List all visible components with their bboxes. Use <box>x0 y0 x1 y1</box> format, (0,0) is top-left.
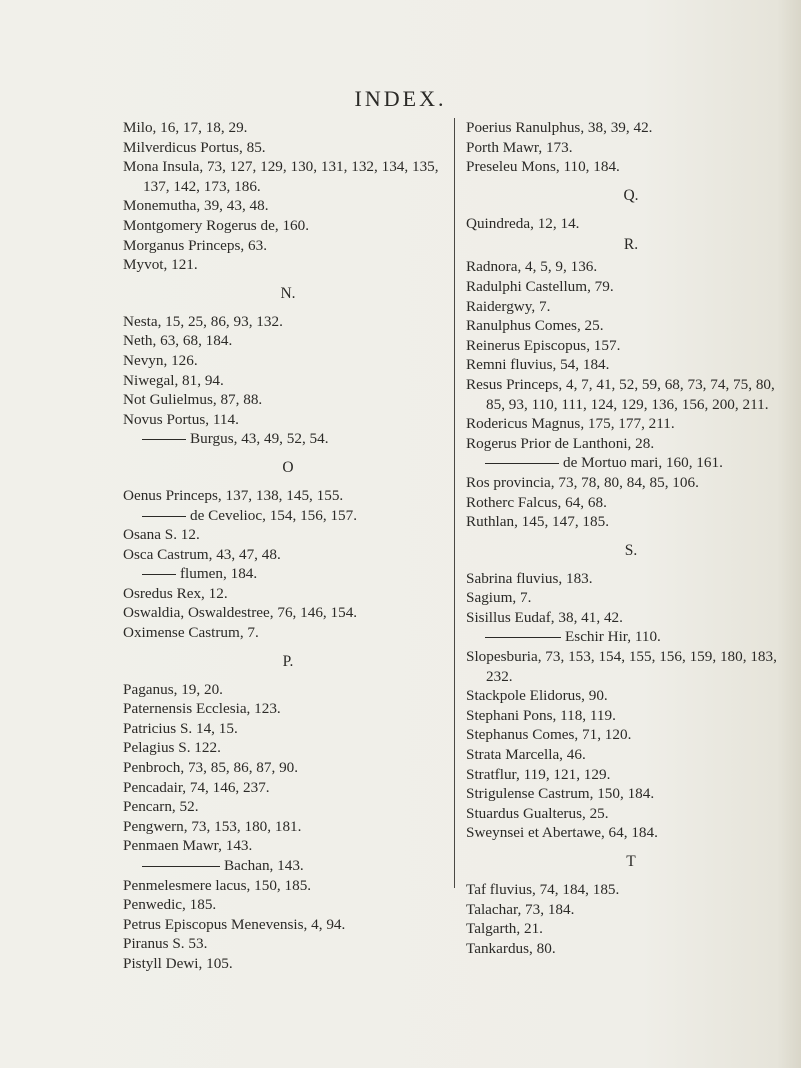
entry-text: Osana S. 12. <box>123 526 200 544</box>
index-entry <box>466 880 796 900</box>
entry-text: Milverdicus Portus, 85. <box>123 138 266 156</box>
entry-text: Nevyn, 126. <box>123 351 198 369</box>
ditto-dash <box>142 574 176 575</box>
index-entry <box>466 355 796 375</box>
entry-text: Slopesburia, 73, 153, 154, 155, 156, 159, 180, 183, 232. <box>466 648 777 685</box>
index-entry <box>466 784 796 804</box>
index-entry <box>466 765 796 785</box>
index-entry <box>123 390 453 410</box>
entry-text: Oswaldia, Oswaldestree, 76, 146, 154. <box>123 604 358 622</box>
index-entry <box>466 569 796 589</box>
index-subentry <box>466 453 796 473</box>
entry-text: Strata Marcella, 46. <box>466 746 586 764</box>
entry-text: Preseleu Mons, 110, 184. <box>466 158 620 176</box>
index-entry <box>466 375 796 414</box>
entry-text: Stratflur, 119, 121, 129. <box>466 765 611 783</box>
index-entry <box>123 196 453 216</box>
entry-text: flumen, 184. <box>180 565 258 583</box>
index-entry <box>123 486 453 506</box>
entry-text: Nesta, 15, 25, 86, 93, 132. <box>123 312 283 330</box>
index-entry <box>466 434 796 454</box>
index-entry <box>466 900 796 920</box>
index-subentry <box>123 856 453 876</box>
index-entry <box>123 758 453 778</box>
index-entry <box>466 336 796 356</box>
entry-text: Burgus, 43, 49, 52, 54. <box>190 430 329 448</box>
index-entry <box>123 817 453 837</box>
entry-text: Tankardus, 80. <box>466 939 556 957</box>
entry-text: Pistyll Dewi, 105. <box>123 954 233 972</box>
section-letter-heading: S. <box>624 541 638 559</box>
section-letter-heading: T <box>626 853 636 870</box>
index-entry <box>123 331 453 351</box>
entry-text: Rogerus Prior de Lanthoni, 28. <box>466 434 655 452</box>
ditto-dash <box>485 463 559 464</box>
index-entry <box>466 919 796 939</box>
entry-text: Quindreda, 12, 14. <box>466 214 580 232</box>
index-entry <box>123 954 453 974</box>
index-entry <box>466 512 796 532</box>
section-letter-heading: P. <box>282 652 294 670</box>
entry-text: Poerius Ranulphus, 38, 39, 42. <box>466 119 653 136</box>
entry-text: Milo, 16, 17, 18, 29. <box>123 119 248 136</box>
index-entry <box>466 725 796 745</box>
section-letter-heading: Q. <box>623 186 639 204</box>
index-entry <box>123 680 453 700</box>
index-entry <box>123 312 453 332</box>
index-entry <box>466 706 796 726</box>
index-entry <box>123 216 453 236</box>
entry-text: Paternensis Ecclesia, 123. <box>123 700 281 718</box>
column-divider <box>454 118 455 888</box>
index-entry <box>123 584 453 604</box>
entry-text: Bachan, 143. <box>224 857 304 874</box>
entry-text: Radulphi Castellum, 79. <box>466 277 614 295</box>
entry-text: Mona Insula, 73, 127, 129, 130, 131, 132, 134, 135, 137, 142, 173, 186. <box>123 158 439 195</box>
index-entry <box>123 623 453 643</box>
ditto-dash <box>142 516 186 517</box>
index-entry <box>466 118 796 138</box>
index-entry <box>123 236 453 256</box>
index-entry <box>466 647 796 686</box>
entry-text: Osredus Rex, 12. <box>123 584 228 602</box>
entry-text: Montgomery Rogerus de, 160. <box>123 216 310 234</box>
index-entry <box>123 118 453 138</box>
entry-text: Stephani Pons, 118, 119. <box>466 706 616 724</box>
index-entry <box>466 316 796 336</box>
index-entry <box>123 603 453 623</box>
index-subentry <box>123 506 453 526</box>
entry-text: Piranus S. 53. <box>123 935 208 953</box>
index-entry <box>123 876 453 896</box>
entry-text: Sabrina fluvius, 183. <box>466 569 593 587</box>
entry-text: Pencadair, 74, 146, 237. <box>123 778 270 796</box>
index-entry <box>123 797 453 817</box>
section-letter-heading: O <box>282 458 294 476</box>
index-subentry <box>123 564 453 584</box>
entry-text: Paganus, 19, 20. <box>123 680 223 698</box>
entry-text: Patricius S. 14, 15. <box>123 719 238 737</box>
entry-text: Remni fluvius, 54, 184. <box>466 356 610 374</box>
index-entry <box>123 699 453 719</box>
entry-text: Rotherc Falcus, 64, 68. <box>466 493 607 511</box>
section-letter-heading: R. <box>623 236 639 254</box>
index-entry <box>123 255 453 275</box>
entry-text: Taf fluvius, 74, 184, 185. <box>466 881 620 898</box>
index-entry <box>123 915 453 935</box>
entry-text: Radnora, 4, 5, 9, 136. <box>466 258 598 276</box>
entry-text: Penmelesmere lacus, 150, 185. <box>123 876 312 894</box>
entry-text: Novus Portus, 114. <box>123 410 239 428</box>
entry-text: Stephanus Comes, 71, 120. <box>466 726 632 744</box>
index-entry <box>466 473 796 493</box>
index-entry <box>123 410 453 430</box>
index-entry <box>466 257 796 277</box>
entry-text: Pengwern, 73, 153, 180, 181. <box>123 817 302 835</box>
index-entry <box>466 686 796 706</box>
index-entry <box>466 414 796 434</box>
index-entry <box>466 804 796 824</box>
entry-text: Not Gulielmus, 87, 88. <box>123 391 263 409</box>
entry-text: Raidergwy, 7. <box>466 297 551 315</box>
entry-text: Sweynsei et Abertawe, 64, 184. <box>466 824 658 842</box>
index-entry <box>466 608 796 628</box>
entry-text: Pencarn, 52. <box>123 798 199 816</box>
index-entry <box>466 138 796 158</box>
entry-text: Oenus Princeps, 137, 138, 145, 155. <box>123 486 344 504</box>
entry-text: Petrus Episcopus Menevensis, 4, 94. <box>123 915 346 933</box>
entry-text: Morganus Princeps, 63. <box>123 236 267 254</box>
entry-text: Talgarth, 21. <box>466 920 543 938</box>
index-entry <box>466 493 796 513</box>
entry-text: Strigulense Castrum, 150, 184. <box>466 785 655 803</box>
right-column <box>466 118 796 958</box>
entry-text: Penmaen Mawr, 143. <box>123 837 253 855</box>
index-entry <box>466 745 796 765</box>
entry-text: Ranulphus Comes, 25. <box>466 317 604 335</box>
entry-text: Stuardus Gualterus, 25. <box>466 804 609 822</box>
entry-text: Monemutha, 39, 43, 48. <box>123 197 269 215</box>
entry-text: Rodericus Magnus, 175, 177, 211. <box>466 415 675 433</box>
entry-text: Myvot, 121. <box>123 256 198 274</box>
entry-text: Porth Mawr, 173. <box>466 138 573 156</box>
index-entry <box>123 934 453 954</box>
entry-text: Neth, 63, 68, 184. <box>123 332 233 350</box>
entry-text: Penbroch, 73, 85, 86, 87, 90. <box>123 759 299 777</box>
index-entry <box>123 157 453 196</box>
section-letter-heading: N. <box>280 284 296 302</box>
entry-text: Sagium, 7. <box>466 589 532 607</box>
entry-text: Pelagius S. 122. <box>123 739 221 757</box>
left-column <box>123 118 453 974</box>
entry-text: Resus Princeps, 4, 7, 41, 52, 59, 68, 73, 74, 75, 80, 85, 93, 110, 111, 124, 129, 136, 156, 200, 211. <box>466 375 775 413</box>
index-entry <box>466 939 796 959</box>
index-entry <box>466 157 796 177</box>
index-subentry <box>123 429 453 449</box>
entry-text: de Mortuo mari, 160, 161. <box>563 454 723 472</box>
entry-text: Reinerus Episcopus, 157. <box>466 336 621 354</box>
index-entry <box>123 371 453 391</box>
entry-text: de Cevelioc, 154, 156, 157. <box>190 506 358 524</box>
entry-text: Ros provincia, 73, 78, 80, 84, 85, 106. <box>466 473 699 491</box>
entry-text: Ruthlan, 145, 147, 185. <box>466 513 610 531</box>
entry-text: Eschir Hir, 110. <box>565 628 661 646</box>
index-entry <box>123 351 453 371</box>
index-entry <box>123 738 453 758</box>
page-title: INDEX. <box>354 86 447 111</box>
index-entry <box>466 823 796 843</box>
entry-text: Osca Castrum, 43, 47, 48. <box>123 545 281 563</box>
entry-text: Talachar, 73, 184. <box>466 900 575 918</box>
entry-text: Niwegal, 81, 94. <box>123 371 224 389</box>
ditto-dash <box>142 866 220 867</box>
entry-text: Stackpole Elidorus, 90. <box>466 687 608 705</box>
ditto-dash <box>142 439 186 440</box>
index-entry <box>123 836 453 856</box>
index-entry <box>123 545 453 565</box>
index-entry <box>466 297 796 317</box>
index-entry <box>123 778 453 798</box>
index-entry <box>466 214 796 234</box>
ditto-dash <box>485 637 561 638</box>
entry-text: Penwedic, 185. <box>123 896 217 914</box>
entry-text: Oximense Castrum, 7. <box>123 624 259 642</box>
index-entry <box>123 895 453 915</box>
index-entry <box>466 277 796 297</box>
index-entry <box>466 588 796 608</box>
index-subentry <box>466 627 796 647</box>
index-entry <box>123 525 453 545</box>
entry-text: Sisillus Eudaf, 38, 41, 42. <box>466 608 623 626</box>
index-entry <box>123 138 453 158</box>
index-entry <box>123 719 453 739</box>
